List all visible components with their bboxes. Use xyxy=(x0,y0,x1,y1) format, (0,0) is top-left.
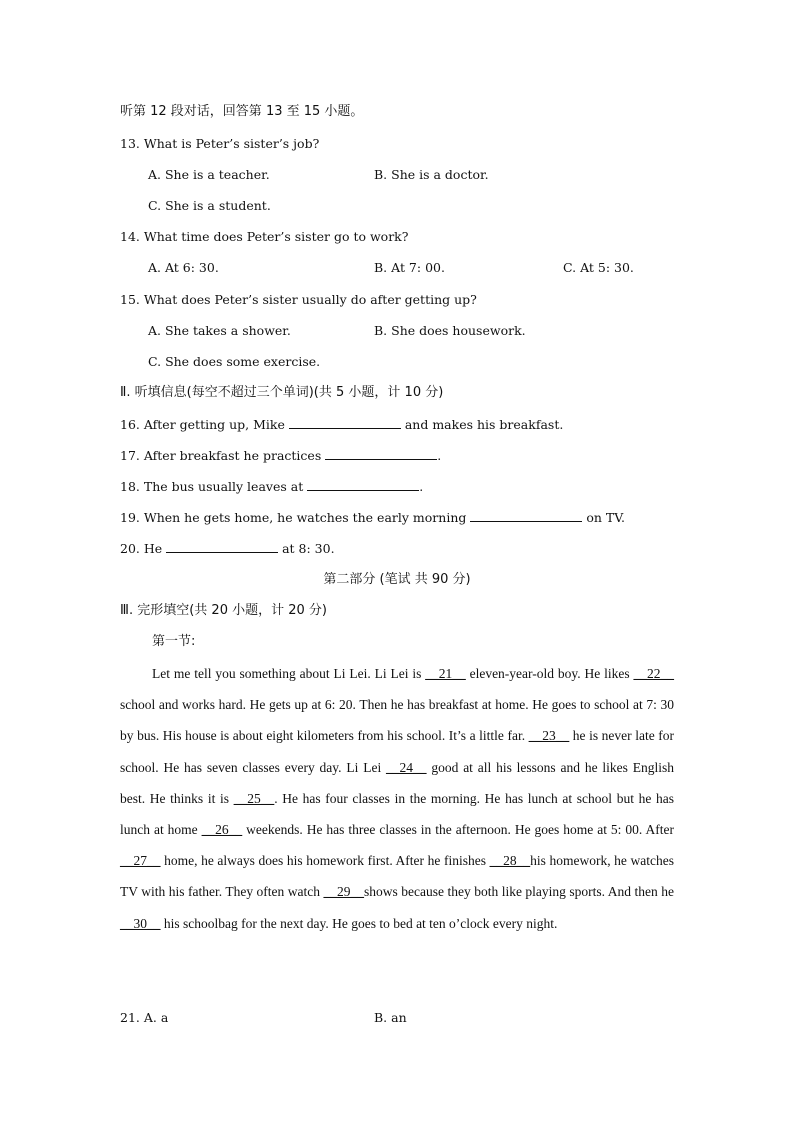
option-a: A. She takes a shower. xyxy=(148,323,291,338)
fill-post: and makes his breakfast. xyxy=(400,417,564,432)
part-two-title: 第二部分 (笔试 共 90 分) xyxy=(323,572,471,587)
cloze-blank[interactable]: __25__ xyxy=(233,790,275,806)
section-intro: 听第 12 段对话，回答第 13 至 15 小题。 xyxy=(120,104,364,119)
passage-text: his schoolbag for the next day. He goes to bed at ten o’clock every night. xyxy=(160,915,558,931)
answer-blank[interactable] xyxy=(470,510,582,522)
option-a: A. At 6: 30. xyxy=(148,260,219,275)
fill-item-17 xyxy=(120,448,674,464)
fill-pre: 18. The bus usually leaves at xyxy=(120,479,308,494)
option-b: B. an xyxy=(374,1010,407,1025)
answer-blank[interactable] xyxy=(289,417,401,429)
fill-item-18 xyxy=(120,479,674,495)
option-c: C. She is a student. xyxy=(148,198,271,213)
cloze-blank[interactable]: __21__ xyxy=(425,666,466,681)
passage-text: shows because they both like playing sports. And then he xyxy=(364,884,674,900)
option-b: B. She is a doctor. xyxy=(374,167,489,182)
fill-item-19 xyxy=(120,510,674,526)
passage-text: weekends. He has three classes in the afternoon. He goes home at 5: 00. After xyxy=(242,822,674,838)
passage-text: Let me tell you something about Li Lei. Li Lei is xyxy=(152,666,426,681)
fill-post: on TV. xyxy=(582,510,626,525)
option-b: B. At 7: 00. xyxy=(374,260,445,275)
passage-text: good at all his lessons and he likes English best. He thinks it is xyxy=(120,759,674,806)
q21-stem: 21. A. a xyxy=(120,1010,169,1025)
fill-pre: 17. After breakfast he practices xyxy=(120,448,326,463)
passage-text: his homework, he watches TV with his father. They often watch xyxy=(120,853,674,900)
question-15-stem: 15. What does Peter’s sister usually do after getting up? xyxy=(120,292,477,307)
option-a: A. She is a teacher. xyxy=(148,167,270,182)
fill-post: at 8: 30. xyxy=(278,541,335,556)
passage-text: eleven-year-old boy. He likes xyxy=(465,666,634,681)
option-c: C. She does some exercise. xyxy=(148,354,321,369)
cloze-blank[interactable]: __24__ xyxy=(386,759,427,775)
option-b: B. She does housework. xyxy=(374,323,526,338)
fill-pre: 20. He xyxy=(120,541,167,556)
fill-post: . xyxy=(419,479,424,494)
passage-text: he is never late for school. He has seven classes every day. Li Lei xyxy=(120,728,675,775)
subsection-label: 第一节: xyxy=(152,634,196,649)
cloze-blank[interactable]: __29__ xyxy=(323,884,365,900)
cloze-passage xyxy=(120,658,674,939)
fill-item-20 xyxy=(120,541,674,557)
cloze-blank[interactable]: __23__ xyxy=(528,728,570,744)
answer-blank[interactable] xyxy=(307,479,419,491)
option-c: C. At 5: 30. xyxy=(563,260,634,275)
cloze-blank[interactable]: __30__ xyxy=(120,915,161,931)
fill-post: . xyxy=(437,448,442,463)
passage-text: home, he always does his homework first. After he finishes xyxy=(160,853,490,869)
passage-text: . He has four classes in the morning. He has lunch at school but he has lunch at home xyxy=(120,790,675,838)
cloze-blank[interactable]: __26__ xyxy=(201,822,243,838)
fill-pre: 19. When he gets home, he watches the early morning xyxy=(120,510,471,525)
passage-text: school and works hard. He gets up at 6: 20. Then he has breakfast at home. He goes to school at 7: 30 by bus. His house is about eight kilometers from his school. It’s a little far. xyxy=(120,697,674,744)
fill-pre: 16. After getting up, Mike xyxy=(120,417,289,432)
fill-item-16 xyxy=(120,417,674,433)
answer-blank[interactable] xyxy=(166,541,278,553)
question-13-stem: 13. What is Peter’s sister’s job? xyxy=(120,136,320,151)
part2-heading: Ⅱ. 听填信息(每空不超过三个单词)(共 5 小题，计 10 分) xyxy=(120,385,444,400)
cloze-blank[interactable]: __27__ xyxy=(120,853,161,869)
question-14-stem: 14. What time does Peter’s sister go to work? xyxy=(120,229,409,244)
cloze-blank[interactable]: __22__ xyxy=(633,666,674,681)
part3-heading: Ⅲ. 完形填空(共 20 小题，计 20 分) xyxy=(120,603,327,618)
cloze-blank[interactable]: __28__ xyxy=(489,853,531,869)
question-21 xyxy=(120,1010,674,1026)
answer-blank[interactable] xyxy=(325,448,437,460)
